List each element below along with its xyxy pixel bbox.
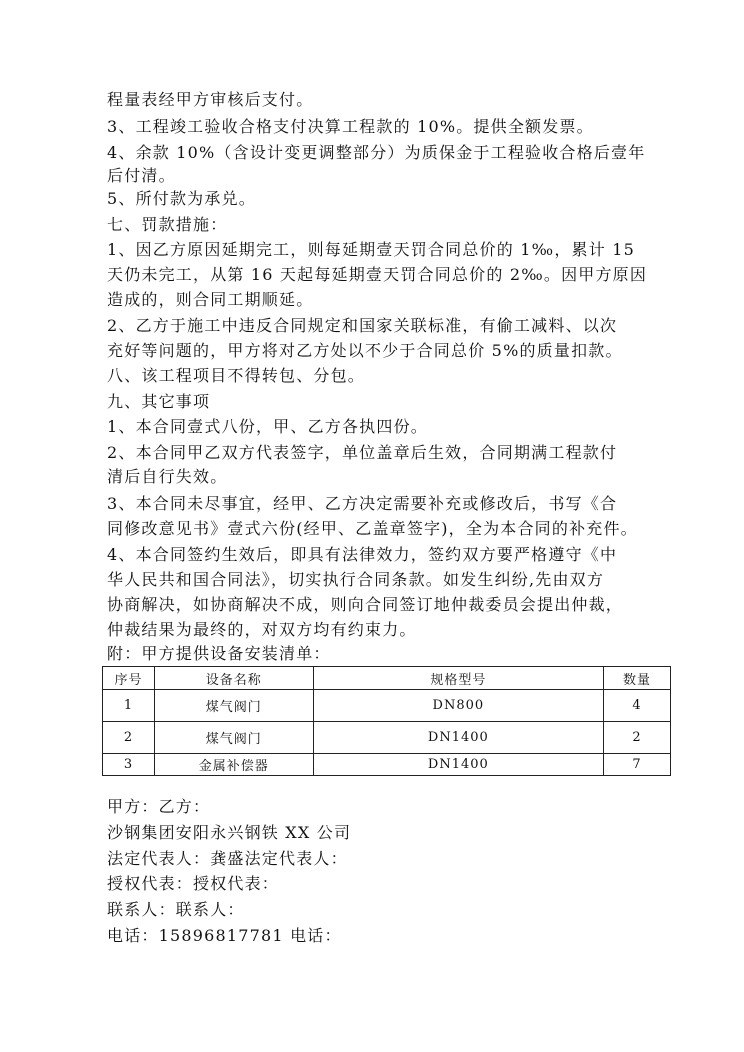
cell-index: 1 bbox=[103, 690, 155, 722]
cell-spec: DN1400 bbox=[313, 722, 604, 754]
body-line: 清后自行失效。 bbox=[107, 467, 228, 486]
cell-index: 3 bbox=[103, 754, 155, 776]
body-line: 1、因乙方原因延期完工，则每延期壹天罚合同总价的 1‰，累计 15 bbox=[107, 240, 635, 259]
table-header-row bbox=[103, 667, 671, 690]
section-heading: 九、其它事项 bbox=[107, 392, 211, 411]
cell-index: 2 bbox=[103, 722, 155, 754]
body-line: 造成的，则合同工期顺延。 bbox=[107, 290, 314, 309]
body-line: 协商解决，如协商解决不成，则向合同签订地仲裁委员会提出仲裁， bbox=[107, 595, 624, 614]
header-quantity: 数量 bbox=[604, 667, 671, 690]
table-row bbox=[103, 722, 671, 754]
body-line: 2、本合同甲乙双方代表签字，单位盖章后生效，合同期满工程款付 bbox=[107, 443, 618, 462]
signature-phone: 电话：15896817781 电话： bbox=[107, 926, 342, 945]
body-line: 天仍未完工，从第 16 天起每延期壹天罚合同总价的 2‰。因甲方原因 bbox=[107, 265, 648, 284]
signature-authorized-rep: 授权代表：授权代表： bbox=[107, 874, 280, 893]
signature-parties: 甲方：乙方： bbox=[107, 797, 211, 816]
cell-quantity: 4 bbox=[604, 690, 671, 722]
signature-company: 沙钢集团安阳永兴钢铁 XX 公司 bbox=[107, 823, 352, 842]
body-line: 5、所付款为承兑。 bbox=[107, 189, 256, 208]
section-heading: 七、罚款措施： bbox=[107, 215, 228, 234]
cell-name: 煤气阀门 bbox=[154, 690, 313, 722]
equipment-table bbox=[102, 666, 671, 776]
cell-quantity: 2 bbox=[604, 722, 671, 754]
cell-spec: DN800 bbox=[313, 690, 604, 722]
body-line: 程量表经甲方审核后支付。 bbox=[107, 90, 314, 109]
signature-legal-rep: 法定代表人：龚盛法定代表人： bbox=[107, 849, 348, 868]
body-line: 仲裁结果为最终的，对双方均有约束力。 bbox=[107, 620, 417, 639]
header-index: 序号 bbox=[103, 667, 155, 690]
body-line: 2、乙方于施工中违反合同规定和国家关联标准，有偷工减料、以次 bbox=[107, 316, 618, 335]
body-line: 后付清。 bbox=[107, 166, 176, 185]
body-line: 同修改意见书》壹式六份(经甲、乙盖章签字)，全为本合同的补充件。 bbox=[107, 519, 638, 538]
table-row bbox=[103, 690, 671, 722]
section-heading: 八、该工程项目不得转包、分包。 bbox=[107, 366, 366, 385]
body-line: 3、本合同未尽事宜，经甲、乙方决定需要补充或修改后，书写《合 bbox=[107, 494, 618, 513]
cell-name: 金属补偿器 bbox=[154, 754, 313, 776]
signature-contact: 联系人：联系人： bbox=[107, 900, 245, 919]
body-line: 4、本合同签约生效后，即具有法律效力，签约双方要严格遵守《中 bbox=[107, 545, 618, 564]
body-line: 3、工程竣工验收合格支付决算工程款的 10%。提供全额发票。 bbox=[107, 117, 594, 136]
header-name: 设备名称 bbox=[154, 667, 313, 690]
body-line: 充好等问题的，甲方将对乙方处以不少于合同总价 5%的质量扣款。 bbox=[107, 341, 623, 360]
cell-spec: DN1400 bbox=[313, 754, 604, 776]
cell-quantity: 7 bbox=[604, 754, 671, 776]
table-row bbox=[103, 754, 671, 776]
body-line: 1、本合同壹式八份，甲、乙方各执四份。 bbox=[107, 417, 428, 436]
body-line: 4、余款 10%（含设计变更调整部分）为质保金于工程验收合格后壹年 bbox=[107, 143, 646, 162]
cell-name: 煤气阀门 bbox=[154, 722, 313, 754]
header-spec: 规格型号 bbox=[313, 667, 604, 690]
table-caption: 附：甲方提供设备安装清单： bbox=[107, 644, 331, 663]
body-line: 华人民共和国合同法》，切实执行合同条款。如发生纠纷,先由双方 bbox=[107, 570, 605, 589]
